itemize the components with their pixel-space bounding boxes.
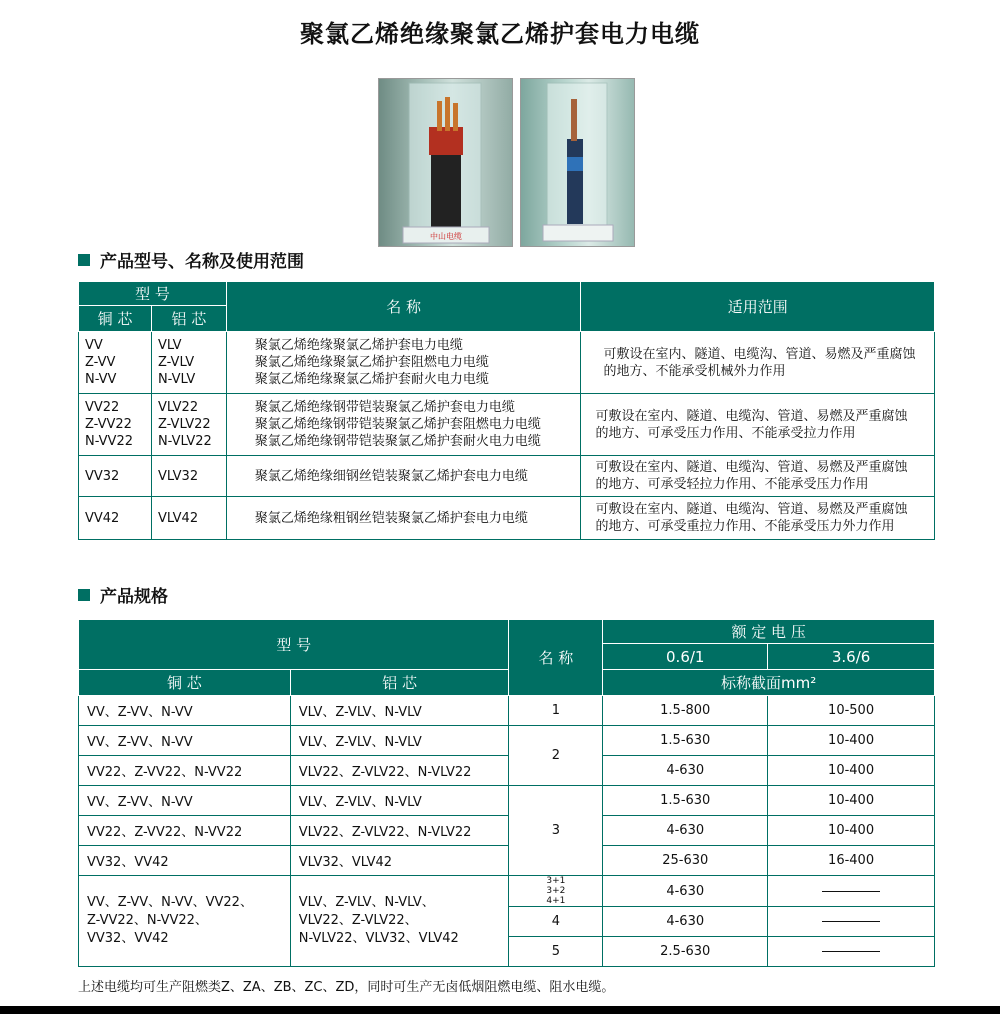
dash-line-icon xyxy=(822,891,880,892)
table-row: 4 4-630 xyxy=(79,907,935,937)
cable-photo-2 xyxy=(520,78,635,247)
header-name: 名 称 xyxy=(226,282,581,332)
footnote: 上述电缆均可生产阻燃类Z、ZA、ZB、ZC、ZD，同时可生产无卤低烟阻燃电缆、阻水电缆。 xyxy=(78,980,615,995)
header-scope: 适用范围 xyxy=(581,282,935,332)
header-aluminum: 铝 芯 xyxy=(151,306,226,332)
table-row: VV22 Z-VV22 N-VV22 VLV22 Z-VLV22 N-VLV22 聚氯乙烯绝缘钢带铠装聚氯乙烯护套电力电缆 聚氯乙烯绝缘钢带铠装聚氯乙烯护套阻燃电力电缆 聚氯乙烯绝缘钢带铠装聚氯乙烯护套耐火电力电缆 可敷设在室内、隧道、电缆沟、管道、易燃及严重腐蚀 的地方、可承受压力作用、不能承受拉力作用 xyxy=(79,394,935,456)
section-heading-specs: 产品规格 xyxy=(78,582,168,607)
header-aluminum: 铝 芯 xyxy=(290,670,509,696)
header-area: 标称截面mm² xyxy=(603,670,935,696)
table-row: VV、Z-VV、N-VV VLV、Z-VLV、N-VLV 3 1.5-630 10-400 xyxy=(79,786,935,816)
header-voltage-1: 0.6/1 xyxy=(603,644,768,670)
dash-line-icon xyxy=(822,921,880,922)
dash-line-icon xyxy=(822,951,880,952)
header-model: 型 号 xyxy=(79,282,227,306)
header-cores: 名 称 xyxy=(509,620,603,696)
square-bullet-icon xyxy=(78,254,90,266)
header-copper: 铜 芯 xyxy=(79,670,291,696)
table-row: VV、Z-VV、N-VV、VV22、 Z-VV22、N-VV22、 VV32、VV42 VLV、Z-VLV、N-VLV、 VLV22、Z-VLV22、 N-VLV22、VLV32、VLV42 3+1 3+2 4+1 4-630 xyxy=(79,876,935,907)
header-voltage-2: 3.6/6 xyxy=(768,644,935,670)
table-row: 5 2.5-630 xyxy=(79,937,935,967)
specs-table xyxy=(78,619,935,967)
logo-text: 中山电缆 xyxy=(430,232,462,241)
table-row: VV32、VV42 VLV32、VLV42 25-630 16-400 xyxy=(79,846,935,876)
table-row: VV42 VLV42 聚氯乙烯绝缘粗钢丝铠装聚氯乙烯护套电力电缆 可敷设在室内、隧道、电缆沟、管道、易燃及严重腐蚀 的地方、可承受重拉力作用、不能承受压力外力作用 xyxy=(79,497,935,540)
header-model: 型 号 xyxy=(79,620,509,670)
table-row: VV、Z-VV、N-VV VLV、Z-VLV、N-VLV 1 1.5-800 10-500 xyxy=(79,696,935,726)
table-row: VV32 VLV32 聚氯乙烯绝缘细钢丝铠装聚氯乙烯护套电力电缆 可敷设在室内、隧道、电缆沟、管道、易燃及严重腐蚀 的地方、可承受轻拉力作用、不能承受压力作用 xyxy=(79,456,935,497)
page-title: 聚氯乙烯绝缘聚氯乙烯护套电力电缆 xyxy=(300,20,700,48)
models-table xyxy=(78,281,935,540)
table-row: VV Z-VV N-VV VLV Z-VLV N-VLV 聚氯乙烯绝缘聚氯乙烯护套电力电缆 聚氯乙烯绝缘聚氯乙烯护套阻燃电力电缆 聚氯乙烯绝缘聚氯乙烯护套耐火电力电缆 可敷设在室内、隧道、电缆沟、管道、易燃及严重腐蚀 的地方、不能承受机械外力作用 xyxy=(79,332,935,394)
header-copper: 铜 芯 xyxy=(79,306,152,332)
table-row: VV、Z-VV、N-VV VLV、Z-VLV、N-VLV 2 1.5-630 10-400 xyxy=(79,726,935,756)
header-voltage: 额 定 电 压 xyxy=(603,620,935,644)
cable-photo-1 xyxy=(378,78,513,247)
table-row: VV22、Z-VV22、N-VV22 VLV22、Z-VLV22、N-VLV22 4-630 10-400 xyxy=(79,756,935,786)
section-heading-models: 产品型号、名称及使用范围 xyxy=(78,247,304,272)
table-row: VV22、Z-VV22、N-VV22 VLV22、Z-VLV22、N-VLV22 4-630 10-400 xyxy=(79,816,935,846)
square-bullet-icon xyxy=(78,589,90,601)
